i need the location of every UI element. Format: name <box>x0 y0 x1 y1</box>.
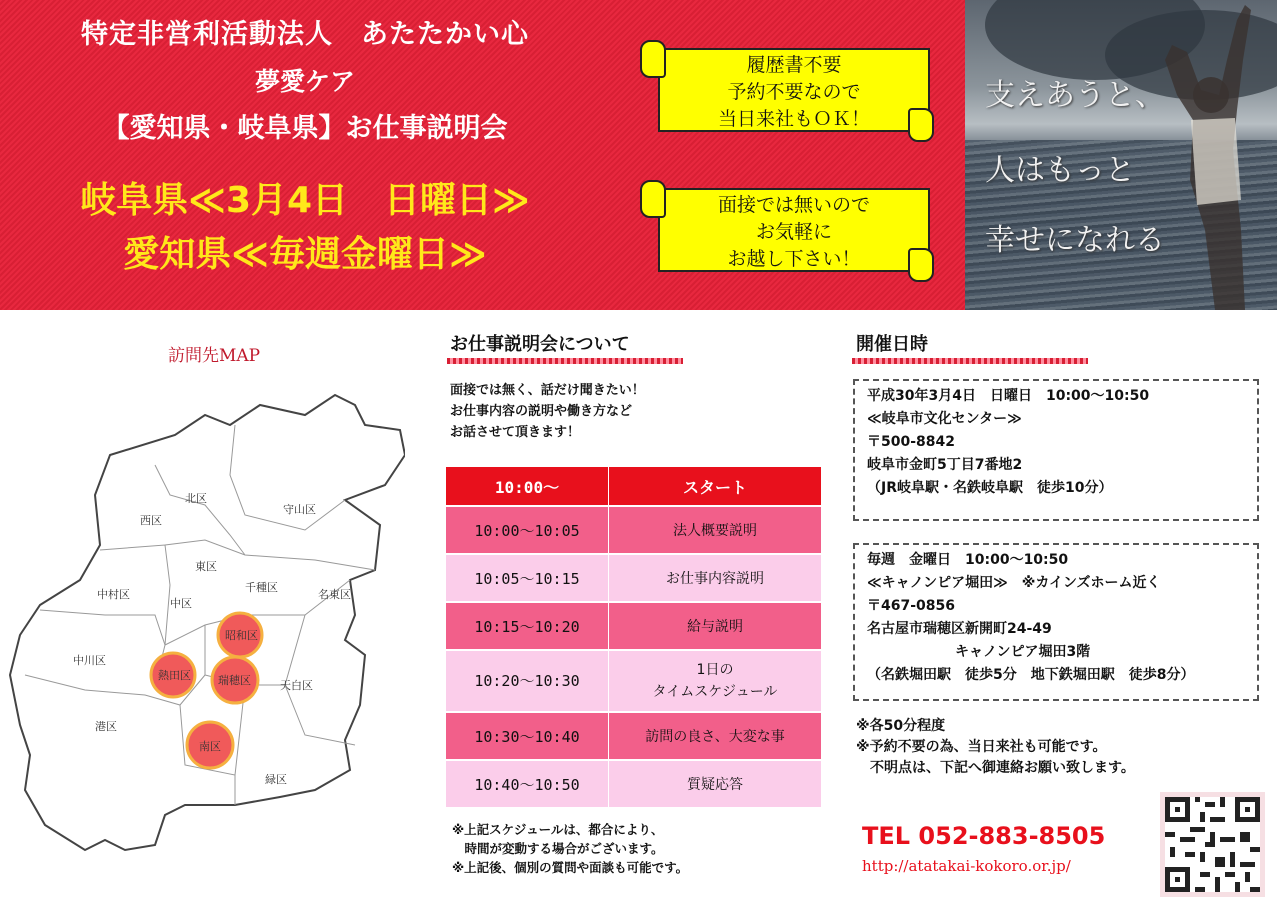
ward-label: 天白区 <box>280 679 313 692</box>
note-line: 不明点は、下記へ御連絡お願い致します。 <box>856 760 1135 776</box>
row-item: 質疑応答 <box>609 761 822 809</box>
note-line: 時間が変動する場合がございます。 <box>452 841 664 856</box>
holding-notes <box>856 716 1135 779</box>
row-item: 給与説明 <box>609 603 822 651</box>
ward-label: 千種区 <box>245 581 278 594</box>
map-title: 訪問先MAP <box>168 346 261 366</box>
row-time: 10:00～10:05 <box>446 507 609 555</box>
brand-name: 夢愛ケア <box>254 67 355 96</box>
gifu-info-box <box>853 379 1259 521</box>
organization-name: 特定非営利活動法人 あたたかい心 <box>81 19 529 50</box>
row-item: お仕事内容説明 <box>609 555 822 603</box>
row-item-line: 1日の <box>696 662 734 678</box>
row-time: 10:30～10:40 <box>446 713 609 761</box>
scroll-note-interview <box>640 180 930 282</box>
gifu-date: 岐阜県≪3月4日 日曜日≫ <box>80 180 530 221</box>
row-time: 10:20～10:30 <box>446 651 609 713</box>
ward-label: 守山区 <box>283 503 316 516</box>
row-time: 10:40～10:50 <box>446 761 609 809</box>
header-photo <box>965 0 1277 310</box>
row-item <box>609 651 822 713</box>
row-item-line: タイムスケジュール <box>652 684 778 700</box>
website-link[interactable]: http://atatakai-kokoro.or.jp/ <box>862 857 1071 875</box>
venue-name: ≪岐阜市文化センター≫ <box>867 411 1022 427</box>
address: 岐阜市金町5丁目7番地2 <box>867 457 1023 473</box>
access: （JR岐阜駅・名鉄岐阜駅 徒歩10分） <box>867 480 1113 496</box>
about-underline <box>447 358 683 364</box>
address: 名古屋市瑞穂区新開町24-49 <box>867 621 1052 637</box>
qr-code-icon[interactable] <box>1160 792 1265 897</box>
scroll-line: 予約不要なので <box>727 81 861 103</box>
holding-title: 開催日時 <box>856 334 928 355</box>
row-item: 訪問の良さ、大変な事 <box>609 713 822 761</box>
ward-label: 南区 <box>199 740 221 753</box>
about-line: 面接では無く、話だけ聞きたい！ <box>450 383 645 398</box>
ward-label: 西区 <box>140 514 162 527</box>
about-title: お仕事説明会について <box>450 334 630 355</box>
note-line: ※各50分程度 <box>856 718 946 734</box>
table-row <box>446 603 822 651</box>
table-row <box>446 713 822 761</box>
ward-label: 名東区 <box>318 588 351 601</box>
ward-label: 昭和区 <box>225 629 258 642</box>
slogan-line: 支えあうと、 <box>985 78 1165 113</box>
postal-code: 〒467-0856 <box>867 598 955 614</box>
phone-number[interactable]: TEL 052-883-8505 <box>862 822 1106 850</box>
ward-label: 中川区 <box>73 654 106 667</box>
table-row <box>446 555 822 603</box>
scroll-line: 当日来社もＯＫ！ <box>717 108 870 130</box>
ward-label: 瑞穂区 <box>218 674 251 687</box>
scroll-note-resume <box>640 40 930 142</box>
postal-code: 〒500-8842 <box>867 434 955 450</box>
ward-label: 中区 <box>170 597 192 610</box>
slogan-line: 幸せになれる <box>985 223 1165 258</box>
about-body <box>450 380 645 443</box>
ward-label: 東区 <box>195 560 217 573</box>
ward-label: 緑区 <box>265 773 287 786</box>
note-line: ※予約不要の為、当日来社も可能です。 <box>856 739 1107 755</box>
header-banner <box>0 0 965 310</box>
scroll-line: 履歴書不要 <box>746 54 842 76</box>
note-line: ※上記スケジュールは、都合により、 <box>452 822 664 837</box>
access: （名鉄堀田駅 徒歩5分 地下鉄堀田駅 徒歩8分） <box>867 667 1195 683</box>
aichi-date: 愛知県≪毎週金曜日≫ <box>123 234 487 275</box>
address-building: キャノンピア堀田3階 <box>955 644 1091 660</box>
table-row <box>446 651 822 713</box>
scroll-line: お越し下さい！ <box>727 248 861 270</box>
aichi-info-box <box>853 543 1259 701</box>
schedule-table <box>446 467 822 809</box>
about-line: お話させて頂きます！ <box>450 425 581 440</box>
row-time: 10:05～10:15 <box>446 555 609 603</box>
ward-label: 港区 <box>95 720 117 733</box>
scroll-line: 面接では無いので <box>717 194 870 216</box>
row-time: 10:15～10:20 <box>446 603 609 651</box>
scroll-line: お気軽に <box>755 221 832 243</box>
header-item: スタート <box>609 467 822 507</box>
about-line: お仕事内容の説明や働き方など <box>450 404 633 419</box>
nagoya-ward-map <box>5 385 405 855</box>
info-line: 平成30年3月4日 日曜日 10:00～10:50 <box>867 388 1150 404</box>
event-title: 【愛知県・岐阜県】お仕事説明会 <box>102 113 508 144</box>
row-item: 法人概要説明 <box>609 507 822 555</box>
table-header-row <box>446 467 822 507</box>
ward-label: 北区 <box>185 492 207 505</box>
ward-label: 中村区 <box>97 588 130 601</box>
info-line: 毎週 金曜日 10:00～10:50 <box>867 552 1069 568</box>
ward-label: 熱田区 <box>158 669 191 682</box>
holding-underline <box>852 358 1088 364</box>
venue-name: ≪キャノンピア堀田≫ ※カインズホーム近く <box>867 575 1161 591</box>
slogan-line: 人はもっと <box>985 153 1135 188</box>
schedule-notes <box>452 820 688 877</box>
table-row <box>446 507 822 555</box>
table-row <box>446 761 822 809</box>
header-time: 10:00～ <box>446 467 609 507</box>
note-line: ※上記後、個別の質問や面談も可能です。 <box>452 860 689 875</box>
